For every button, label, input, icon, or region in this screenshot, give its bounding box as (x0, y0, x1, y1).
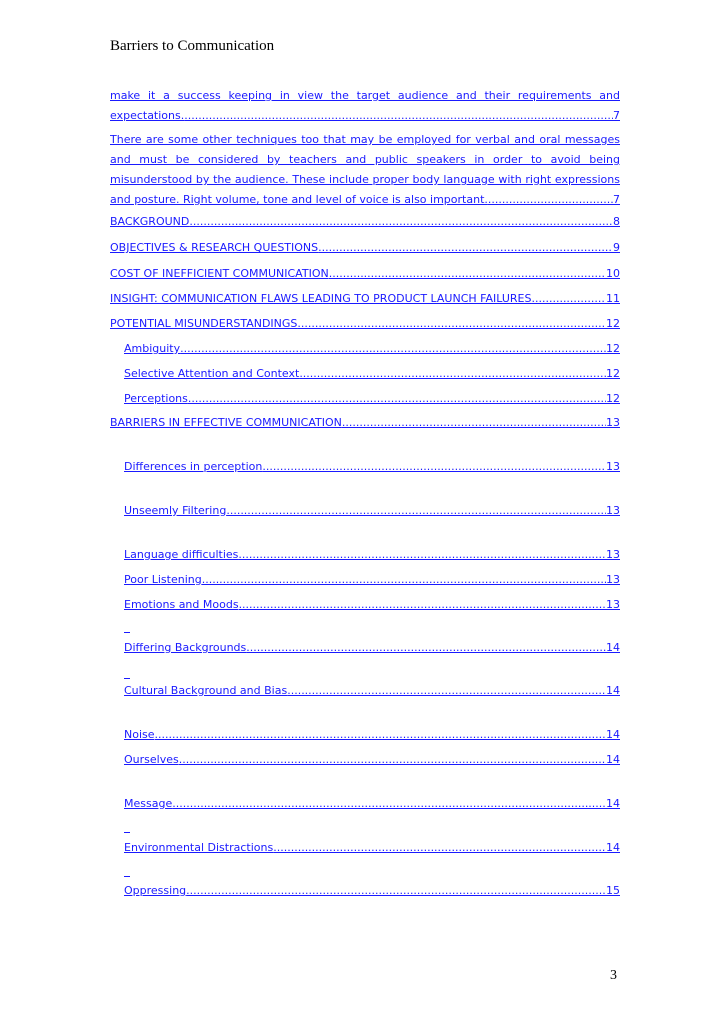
dot-leader (155, 725, 606, 745)
toc-subentry[interactable]: Emotions and Moods ..... 13 (124, 595, 620, 615)
toc-paragraph-line: and must be considered by teachers and public speakers in order to avoid being (110, 153, 620, 166)
dot-leader (226, 501, 606, 521)
toc-entry[interactable]: BACKGROUND ..... 8 (110, 212, 620, 232)
dot-leader (184, 106, 613, 126)
toc-subentry[interactable]: Selective Attention and Context ..... 12 (124, 364, 620, 384)
dot-leader (186, 881, 606, 901)
toc-entry-paragraph[interactable] (110, 130, 620, 210)
dot-leader (287, 681, 606, 701)
toc-entry[interactable]: COST OF INEFFICIENT COMMUNICATION ..... 10 (110, 264, 620, 284)
dot-leader (297, 314, 606, 334)
dot-leader (342, 413, 606, 433)
toc-paragraph-line: misunderstood by the audience. These include proper body language with right expressions (110, 173, 620, 186)
dot-leader (531, 289, 606, 309)
dot-leader (202, 570, 606, 590)
dot-leader (172, 794, 606, 814)
page-number: 3 (610, 968, 617, 983)
toc-paragraph-line: There are some other techniques too that may be employed for verbal and oral messages (110, 133, 620, 146)
toc-subentry[interactable]: Differing Backgrounds ..... 14 (124, 638, 620, 658)
dot-leader (273, 838, 606, 858)
toc-entry[interactable]: OBJECTIVES & RESEARCH QUESTIONS ..... 9 (110, 238, 620, 258)
dot-leader (180, 339, 606, 359)
toc-entry[interactable]: POTENTIAL MISUNDERSTANDINGS ..... 12 (110, 314, 620, 334)
toc-subentry[interactable]: Ambiguity ..... 12 (124, 339, 620, 359)
toc-entry[interactable]: BARRIERS IN EFFECTIVE COMMUNICATION ..... 13 (110, 413, 620, 433)
dot-leader (189, 212, 613, 232)
stray-dash (124, 832, 130, 833)
dot-leader (262, 457, 606, 477)
toc-page-number: 7 (613, 193, 620, 206)
toc-subentry[interactable]: Cultural Background and Bias ..... 14 (124, 681, 620, 701)
toc-page-number: 7 (613, 109, 620, 122)
toc-subentry[interactable]: Noise ..... 14 (124, 725, 620, 745)
toc-paragraph-line: and posture. Right volume, tone and level of voice is also important. (110, 193, 488, 206)
dot-leader (318, 238, 613, 258)
toc-subentry[interactable]: Oppressing ..... 15 (124, 881, 620, 901)
toc-entry[interactable]: INSIGHT: COMMUNICATION FLAWS LEADING TO PRODUCT LAUNCH FAILURES ..... 11 (110, 289, 620, 309)
toc-subentry[interactable]: Environmental Distractions ..... 14 (124, 838, 620, 858)
dot-leader (239, 595, 606, 615)
toc-subentry[interactable]: Unseemly Filtering ..... 13 (124, 501, 620, 521)
toc-subentry[interactable]: Ourselves ..... 14 (124, 750, 620, 770)
dot-leader (329, 264, 606, 284)
toc-subentry[interactable]: Perceptions ..... 12 (124, 389, 620, 409)
toc-subentry[interactable]: Language difficulties ..... 13 (124, 545, 620, 565)
running-header: Barriers to Communication (110, 38, 275, 54)
toc-subentry[interactable]: Differences in perception ..... 13 (124, 457, 620, 477)
dot-leader (488, 190, 613, 210)
toc-subentry[interactable]: Poor Listening ..... 13 (124, 570, 620, 590)
toc-paragraph-line: make it a success keeping in view the target audience and their requirements and (110, 89, 620, 102)
dot-leader (246, 638, 606, 658)
toc-paragraph-line: expectations. (110, 109, 185, 122)
stray-dash (124, 632, 130, 633)
dot-leader (188, 389, 606, 409)
stray-dash (124, 876, 130, 877)
dot-leader (179, 750, 606, 770)
stray-dash (124, 678, 130, 679)
toc-subentry[interactable]: Message ..... 14 (124, 794, 620, 814)
dot-leader (238, 545, 606, 565)
dot-leader (299, 364, 606, 384)
toc-entry-continued-paragraph[interactable] (110, 86, 620, 126)
